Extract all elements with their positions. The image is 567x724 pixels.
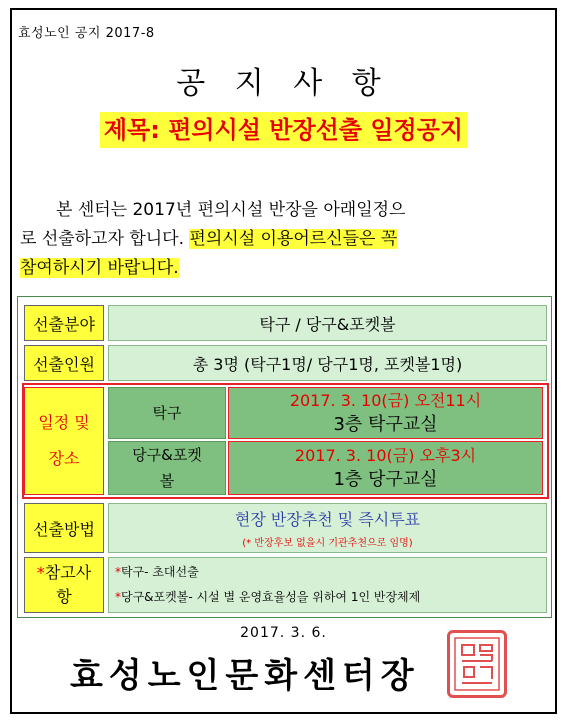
- method-value: [108, 503, 547, 553]
- schedule-item-date: 2017. 3. 10(금) 오전11시: [289, 391, 482, 410]
- notes-label-line2: 항: [56, 587, 72, 606]
- para-line-1: [20, 196, 550, 225]
- seal-pattern: [452, 635, 502, 693]
- notes-label: [24, 557, 104, 613]
- schedule-item-name: [108, 387, 226, 439]
- method-main-text: 현장 반장추천 및 즉시투표: [234, 510, 421, 529]
- election-table: [17, 296, 552, 618]
- count-value: 총 3명 (탁구1명/ 당구1명, 포켓볼1명): [108, 345, 547, 381]
- schedule-item-name-text-2: 볼: [159, 472, 175, 490]
- note-item: [115, 588, 420, 605]
- para-highlight-2: 참여하시기 바랍니다.: [20, 258, 179, 278]
- page-title: 공 지 사 항: [176, 66, 391, 101]
- field-value: 탁구 / 당구&포켓볼: [108, 305, 547, 341]
- schedule-item-place: 3층 탁구교실: [333, 414, 438, 435]
- notes-value: [108, 557, 547, 613]
- notes-label-text: 참고사: [44, 563, 92, 582]
- schedule-item-detail: [228, 441, 543, 495]
- subject-wrap: [0, 112, 567, 148]
- schedule-label-line2: 장소: [48, 449, 80, 468]
- method-label: 선출방법: [24, 503, 104, 553]
- schedule-item-detail: [228, 387, 543, 439]
- para-line-2: [20, 225, 550, 254]
- schedule-item-place: 1층 당구교실: [333, 469, 438, 490]
- para-text-1: 본 센터는 2017년 편의시설 반장을 아래일정으: [56, 200, 406, 220]
- issue-date: 2017. 3. 6.: [240, 625, 327, 641]
- organization-name: 효성노인문화센터장: [70, 656, 420, 696]
- count-label: 선출인원: [24, 345, 104, 381]
- schedule-item-date: 2017. 3. 10(금) 오후3시: [294, 446, 477, 465]
- official-seal-icon: [447, 630, 507, 698]
- schedule-item-name-text: 탁구: [152, 404, 182, 422]
- para-highlight-1: 편의시설 이용어르신들은 꼭: [189, 229, 398, 249]
- method-note-text: (* 반장후보 없을시 기관추천으로 임명): [242, 538, 413, 549]
- notice-id: 효성노인 공지 2017-8: [18, 26, 155, 41]
- note-item: [115, 563, 199, 580]
- note-star: *: [115, 590, 121, 604]
- subject-line: 제목: 편의시설 반장선출 일정공지: [100, 112, 467, 148]
- para-text-2: 로 선출하고자 합니다.: [20, 229, 190, 249]
- schedule-label-line1: 일정 및: [38, 413, 90, 432]
- schedule-item-name: [108, 441, 226, 495]
- field-label: 선출분야: [24, 305, 104, 341]
- note-star: *: [115, 565, 121, 579]
- schedule-label: [24, 387, 104, 495]
- note-text: 탁구- 초대선출: [121, 565, 199, 579]
- para-line-3: [20, 254, 550, 283]
- note-text: 당구&포켓볼- 시설 별 운영효율성을 위하여 1인 반장체제: [121, 590, 421, 604]
- notes-star: *: [36, 563, 45, 582]
- notes-label-line1: [37, 561, 91, 585]
- intro-paragraph: [20, 196, 550, 283]
- schedule-item-name-text: 당구&포켓: [132, 446, 202, 464]
